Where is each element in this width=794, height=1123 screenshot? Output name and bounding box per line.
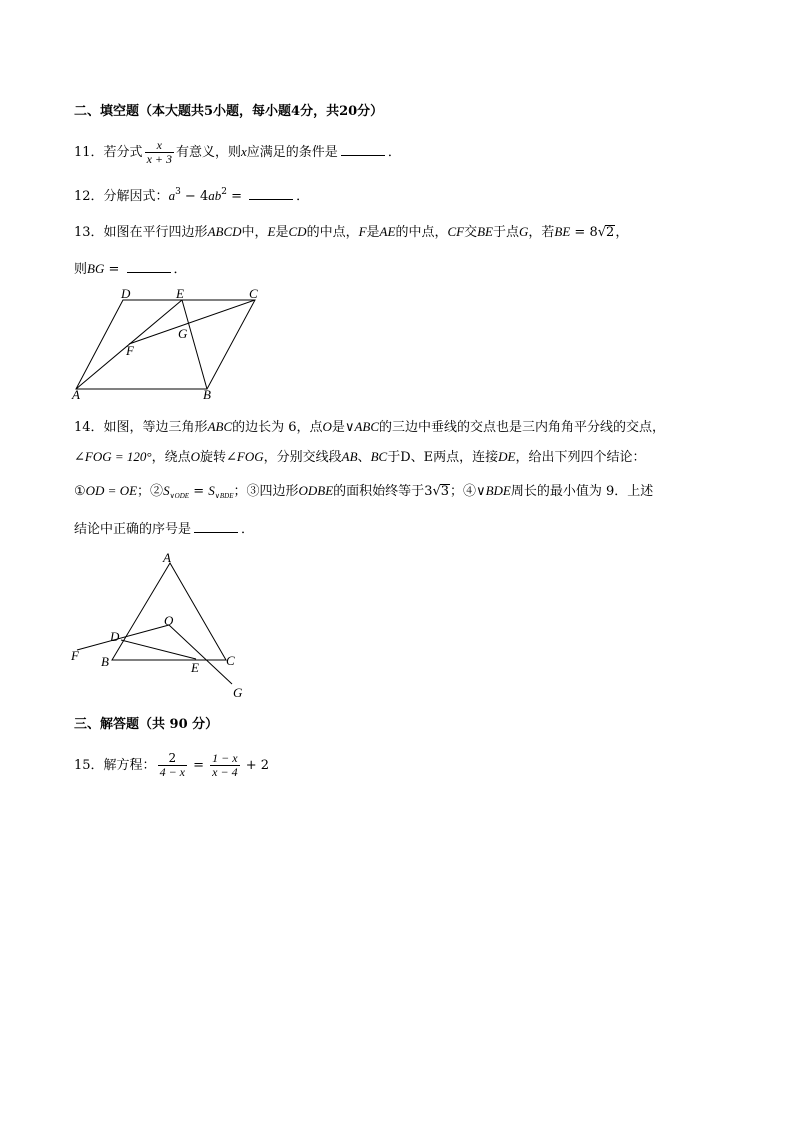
question-13: 13．如图在平行四边形ABCD中，E是CD的中点，F是AE的中点，CF交BE于点G，若BE = 8√2， bbox=[74, 224, 629, 240]
question-11: 11．若分式 $\frac{x}{x + 3}$ 有意义，则x应满足的条件是 ． bbox=[74, 138, 401, 166]
label-D: D bbox=[121, 286, 131, 301]
label-C: C bbox=[226, 653, 235, 668]
answer-blank-14[interactable] bbox=[194, 520, 238, 533]
label-C: C bbox=[249, 286, 258, 301]
label-B: B bbox=[203, 387, 211, 402]
figure-13-parallelogram bbox=[66, 286, 266, 402]
fraction-x-over-x-plus-3: $\frac{x}{x + 3}$ bbox=[146, 138, 172, 166]
label-B: B bbox=[101, 654, 109, 669]
question-14-line-4: 结论中正确的序号是 ． bbox=[74, 522, 255, 537]
ray-of bbox=[77, 625, 169, 650]
label-E: E bbox=[191, 660, 199, 675]
question-14-line-2: ∠FOG = 120°，绕点O旋转∠FOG，分别交线段AB、BC于D、E两点，连接DE，给出下列四个结论： bbox=[74, 449, 646, 465]
section-3-heading: 三、解答题（共 90 分） bbox=[74, 717, 219, 732]
label-O: O bbox=[164, 613, 174, 628]
label-A: A bbox=[163, 550, 171, 565]
sqrt-sign: √ bbox=[597, 225, 607, 240]
label-E: E bbox=[176, 286, 184, 301]
label-F: F bbox=[126, 343, 134, 358]
answer-blank-13[interactable] bbox=[127, 260, 171, 273]
section-2-heading: 二、填空题（本大题共5小题，每小题4分，共20分） bbox=[74, 104, 384, 119]
fraction-1-minus-x-over-x-minus-4: $\frac{1 - x}{x - 4}$ bbox=[212, 751, 238, 779]
label-G: G bbox=[233, 685, 243, 700]
segment-be bbox=[182, 300, 207, 389]
answer-blank-12[interactable] bbox=[249, 187, 293, 200]
label-G: G bbox=[178, 326, 188, 341]
question-15: 15．解方程： $\frac{2}{4 - x}$ = $\frac{1 - x}{x - 4}$ + 2 bbox=[74, 751, 270, 779]
question-14-conclusions: ①OD = OE；$②S_{\vee ODE} = S_{\vee BDE}$；③四边形ODBE的面积始终等于3√3；④∨BDE周长的最小值为 9．上述 bbox=[74, 483, 654, 500]
question-12: 12．分解因式：$a^3 - 4ab^2$ = ． bbox=[74, 187, 310, 204]
triangle-abc bbox=[112, 563, 226, 660]
segment-de bbox=[121, 640, 196, 659]
answer-blank-11[interactable] bbox=[341, 143, 385, 156]
fraction-2-over-4-minus-x: $\frac{2}{4 - x}$ bbox=[159, 751, 185, 779]
figure-14-triangle bbox=[64, 548, 254, 703]
label-D: D bbox=[110, 629, 120, 644]
question-13-line-2: 则BG = ． bbox=[74, 261, 187, 277]
label-A: A bbox=[72, 387, 80, 402]
label-F: F bbox=[71, 648, 79, 663]
question-14: 14．如图，等边三角形ABC的边长为 6，点O是∨ABC的三边中垂线的交点也是三内角角平分线的交点， bbox=[74, 419, 666, 435]
sqrt-sign: √ bbox=[432, 484, 441, 499]
